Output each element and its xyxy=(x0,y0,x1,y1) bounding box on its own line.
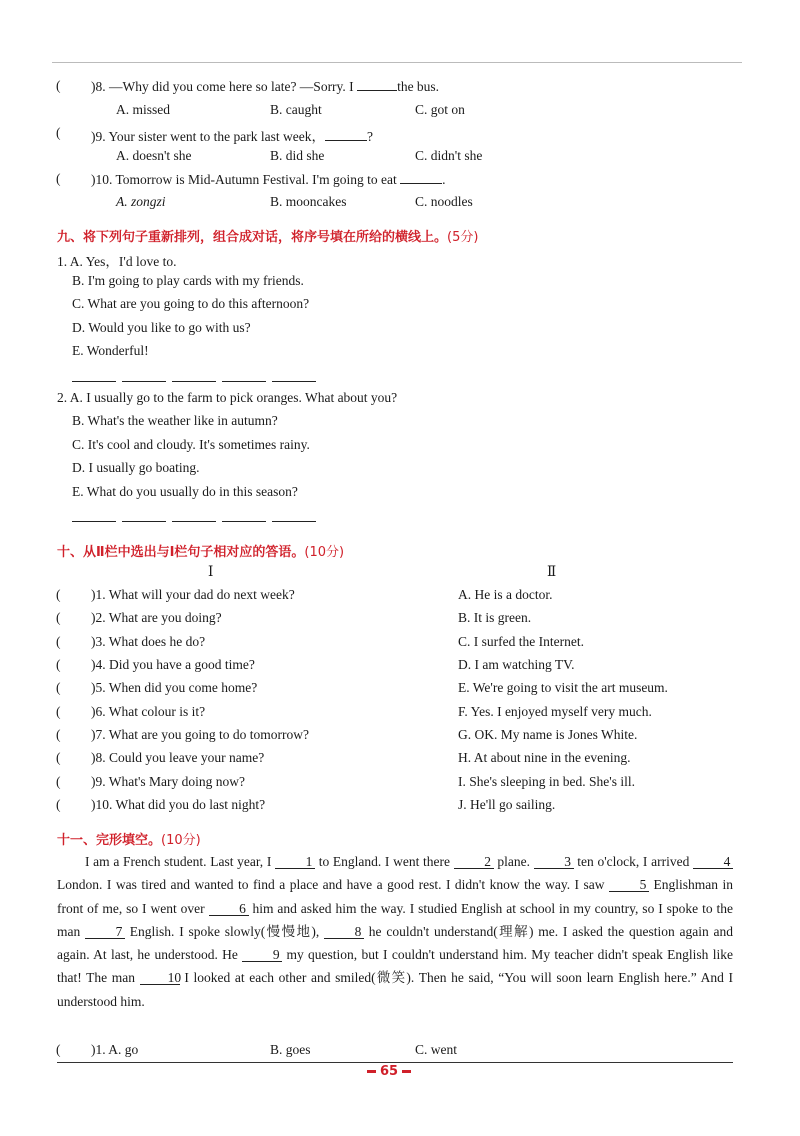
answer-paren[interactable]: ( xyxy=(56,727,61,742)
fill-blank[interactable] xyxy=(400,171,442,184)
answer-line[interactable] xyxy=(272,381,316,382)
option-a: A. zongzi xyxy=(116,194,166,209)
cloze-blank[interactable]: 3 xyxy=(534,855,574,869)
match-answer: G. OK. My name is Jones White. xyxy=(458,727,638,742)
section-11-heading: 十一、完形填空。(10分) xyxy=(57,833,201,848)
answer-paren[interactable]: ( xyxy=(56,797,61,812)
answer-line[interactable] xyxy=(72,381,116,382)
dialogue-line: B. What's the weather like in autumn? xyxy=(72,413,278,428)
answer-paren[interactable]: ( xyxy=(56,125,61,140)
answer-line[interactable] xyxy=(122,521,166,522)
option-b: B. mooncakes xyxy=(270,194,347,209)
dialogue-line: C. It's cool and cloudy. It's sometimes rainy. xyxy=(72,437,310,452)
dialogue-line: B. I'm going to play cards with my friends. xyxy=(72,273,304,288)
answer-line[interactable] xyxy=(222,381,266,382)
page-number: 65 xyxy=(363,1064,415,1079)
answer-paren[interactable]: ( xyxy=(56,610,61,625)
cloze-blank[interactable]: 1 xyxy=(275,855,315,869)
answer-paren[interactable]: ( xyxy=(56,78,61,93)
cloze-blank[interactable]: 2 xyxy=(454,855,494,869)
match-question: )4. Did you have a good time? xyxy=(91,657,255,672)
match-answer: I. She's sleeping in bed. She's ill. xyxy=(458,774,635,789)
match-question: )6. What colour is it? xyxy=(91,704,206,719)
match-answer: J. He'll go sailing. xyxy=(458,797,556,812)
cloze-blank[interactable]: 6 xyxy=(209,902,249,916)
option-c: C. got on xyxy=(415,102,465,117)
fill-blank[interactable] xyxy=(325,128,367,141)
match-answer: C. I surfed the Internet. xyxy=(458,634,584,649)
answer-lines xyxy=(72,370,322,386)
option-c: C. went xyxy=(415,1042,457,1057)
match-answer: E. We're going to visit the art museum. xyxy=(458,680,668,695)
cloze-blank[interactable]: 4 xyxy=(693,855,733,869)
match-answer: F. Yes. I enjoyed myself very much. xyxy=(458,704,652,719)
match-answer: A. He is a doctor. xyxy=(458,587,553,602)
match-question: )7. What are you going to do tomorrow? xyxy=(91,727,309,742)
answer-paren[interactable]: ( xyxy=(56,634,61,649)
match-question: )2. What are you doing? xyxy=(91,610,222,625)
dialogue-line: C. What are you going to do this afternoon? xyxy=(72,296,310,311)
cloze-question-1: )1. A. go xyxy=(91,1042,139,1057)
answer-line[interactable] xyxy=(172,521,216,522)
column-2-header: Ⅱ xyxy=(547,564,557,579)
match-question: )10. What did you do last night? xyxy=(91,797,266,812)
option-b: B. caught xyxy=(270,102,322,117)
option-a: A. doesn't she xyxy=(116,148,192,163)
match-answer: D. I am watching TV. xyxy=(458,657,575,672)
answer-line[interactable] xyxy=(222,521,266,522)
cloze-blank[interactable]: 10 xyxy=(140,971,180,985)
dialogue-line: E. What do you usually do in this season? xyxy=(72,484,298,499)
cloze-passage: I am a French student. Last year, I 1 to England. I went there 2 plane. 3 ten o'clock, I arrived 4 London. I was tired and wanted to find a place and have a good rest. I didn't know the way. I saw 5 Englishman in front of me, so I went over 6 him and asked him the way. I studied English at school in my country, so I spoke to the man 7 English. I spoke slowly(慢慢地), 8 he couldn't understand(理解) me. I asked the question again and again. At last, he understood. He 9 my question, but I couldn't understand him. My teacher didn't speak English like that! The man 10 I looked at each other and smiled(微笑). Then he said, “You will soon learn English here.” And I understood him. xyxy=(57,854,734,1009)
fill-blank[interactable] xyxy=(357,78,397,91)
match-question: )8. Could you leave your name? xyxy=(91,750,265,765)
option-b: B. goes xyxy=(270,1042,311,1057)
match-answer: B. It is green. xyxy=(458,610,532,625)
dash-ornament xyxy=(402,1070,411,1073)
option-c: C. didn't she xyxy=(415,148,483,163)
answer-lines xyxy=(72,510,322,526)
dash-ornament xyxy=(367,1070,376,1073)
option-c: C. noodles xyxy=(415,194,473,209)
cloze-blank[interactable]: 8 xyxy=(324,925,364,939)
answer-line[interactable] xyxy=(72,521,116,522)
section-9-heading: 九、将下列句子重新排列，组合成对话，将序号填在所给的横线上。(5分) xyxy=(57,230,479,245)
answer-paren[interactable]: ( xyxy=(56,657,61,672)
match-question: )3. What does he do? xyxy=(91,634,206,649)
match-question: )5. When did you come home? xyxy=(91,680,258,695)
answer-line[interactable] xyxy=(122,381,166,382)
answer-paren[interactable]: ( xyxy=(56,774,61,789)
question-9: )9. Your sister went to the park last week， ? xyxy=(91,129,373,144)
answer-paren[interactable]: ( xyxy=(56,171,61,186)
question-8: )8. —Why did you come here so late? —Sorry. I the bus. xyxy=(91,79,440,94)
cloze-blank[interactable]: 5 xyxy=(609,878,649,892)
cloze-blank[interactable]: 7 xyxy=(85,925,125,939)
answer-paren[interactable]: ( xyxy=(56,750,61,765)
section-10-heading: 十、从Ⅱ栏中选出与Ⅰ栏句子相对应的答语。(10分) xyxy=(57,545,345,560)
question-10: )10. Tomorrow is Mid-Autumn Festival. I'm going to eat . xyxy=(91,172,446,187)
top-rule xyxy=(52,62,742,63)
dialogue-line: D. Would you like to go with us? xyxy=(72,320,251,335)
option-a: A. missed xyxy=(116,102,170,117)
answer-paren[interactable]: ( xyxy=(56,680,61,695)
dialogue-line: E. Wonderful! xyxy=(72,343,149,358)
answer-line[interactable] xyxy=(172,381,216,382)
match-question: )9. What's Mary doing now? xyxy=(91,774,246,789)
answer-paren[interactable]: ( xyxy=(56,704,61,719)
dialogue-line: D. I usually go boating. xyxy=(72,460,200,475)
footer-rule xyxy=(57,1062,733,1063)
dialogue-line: 1. A. Yes，I'd love to. xyxy=(57,254,177,269)
match-answer: H. At about nine in the evening. xyxy=(458,750,631,765)
answer-paren[interactable]: ( xyxy=(56,1042,61,1057)
column-1-header: Ⅰ xyxy=(208,564,214,579)
option-b: B. did she xyxy=(270,148,325,163)
answer-paren[interactable]: ( xyxy=(56,587,61,602)
dialogue-line: 2. A. I usually go to the farm to pick oranges. What about you? xyxy=(57,390,398,405)
answer-line[interactable] xyxy=(272,521,316,522)
match-question: )1. What will your dad do next week? xyxy=(91,587,295,602)
cloze-blank[interactable]: 9 xyxy=(242,948,282,962)
